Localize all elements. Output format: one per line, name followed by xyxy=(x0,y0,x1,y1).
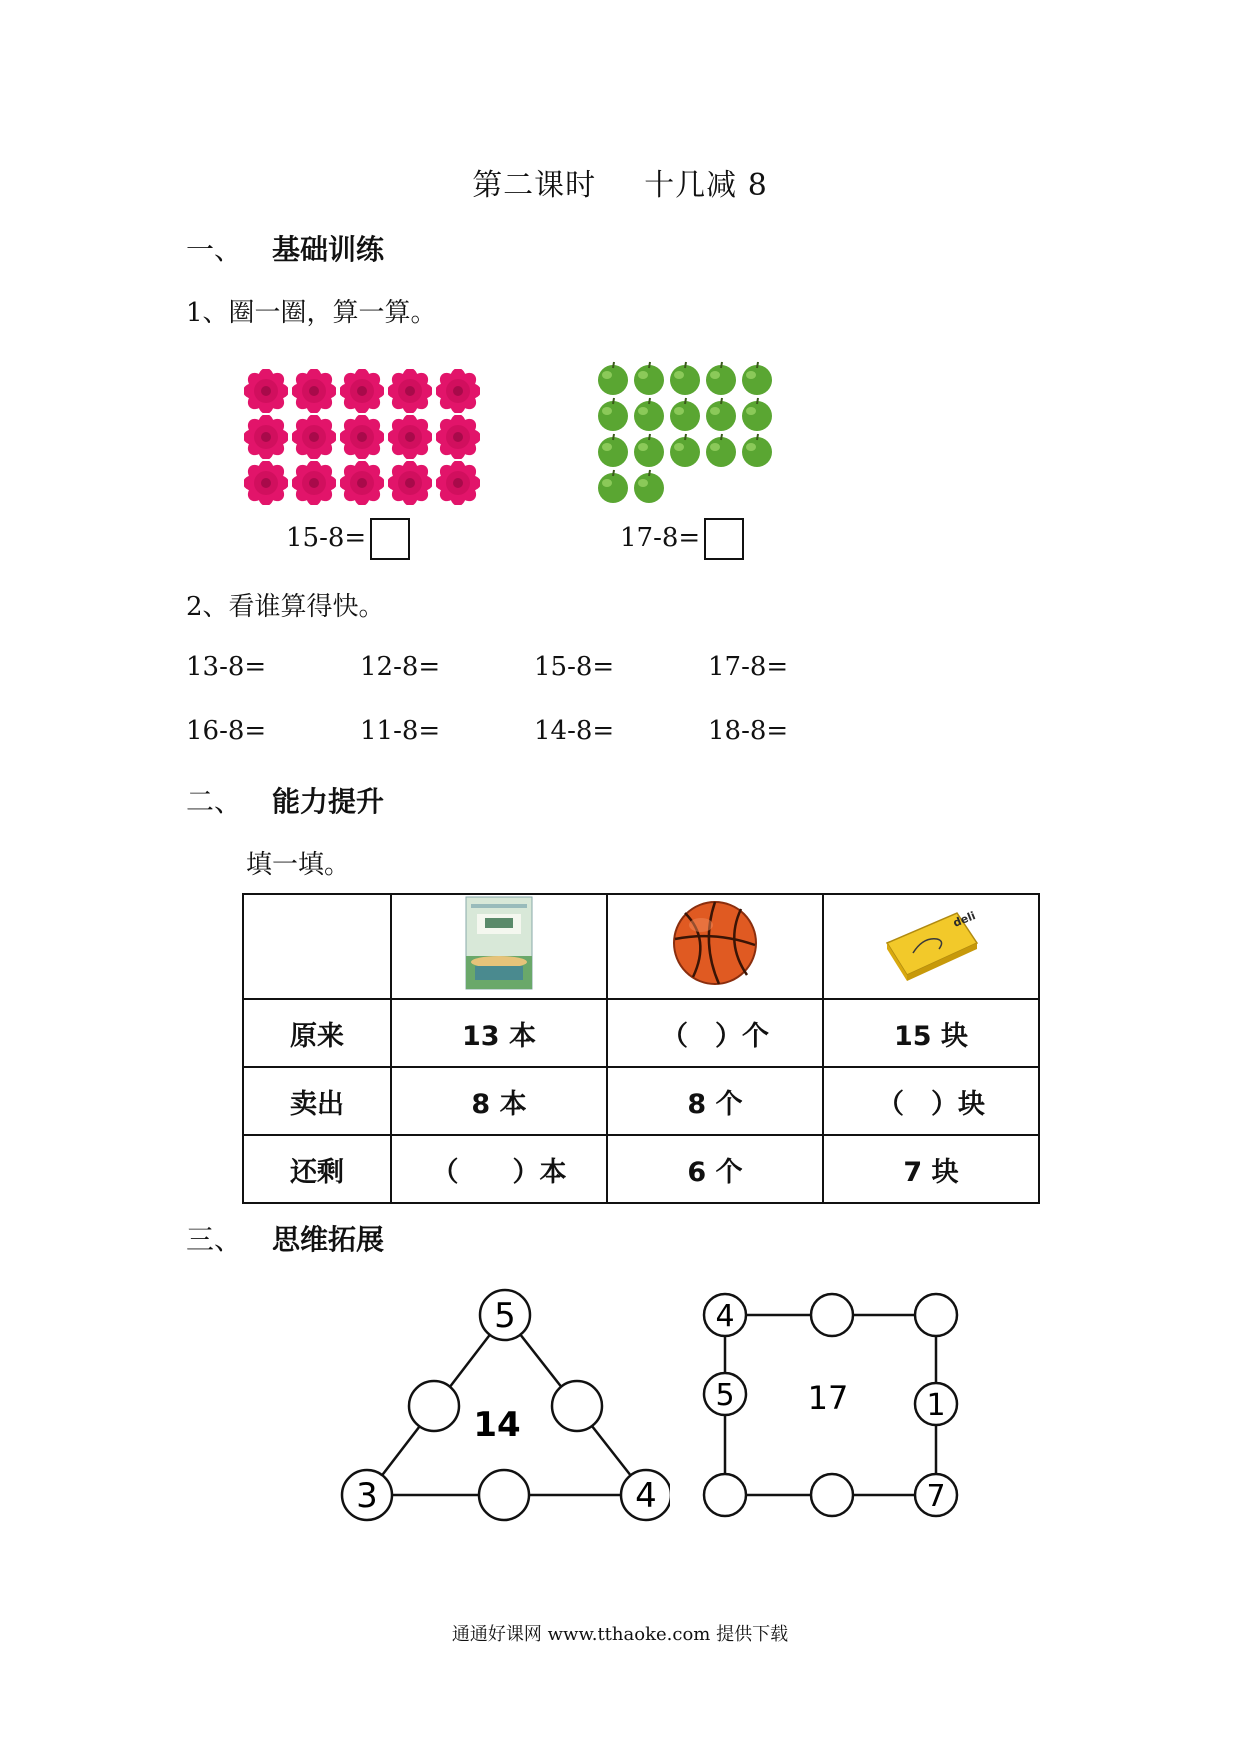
flower-icon xyxy=(290,460,338,506)
section-number: 三、 xyxy=(186,1223,243,1256)
circle-number: 5 xyxy=(494,1296,516,1336)
circle-blank[interactable] xyxy=(704,1474,746,1516)
equation-text: 17-8= xyxy=(620,523,701,553)
eraser-brand: deli xyxy=(951,909,978,930)
item-book xyxy=(391,894,607,999)
page-title xyxy=(0,160,1240,204)
row-label: 卖出 xyxy=(243,1067,391,1135)
apple-icon xyxy=(739,432,775,468)
circle-blank[interactable] xyxy=(552,1381,602,1431)
answer-box[interactable] xyxy=(370,518,410,560)
flower-icon xyxy=(386,414,434,460)
section-label: 能力提升 xyxy=(272,785,385,818)
flower-icon xyxy=(434,460,482,506)
equation-text: 15-8= xyxy=(286,523,367,553)
apple-icon xyxy=(667,360,703,396)
circle-right-mid xyxy=(915,1383,957,1425)
circle-number: 4 xyxy=(715,1299,735,1334)
table-cell: 8 本 xyxy=(391,1067,607,1135)
flower-icon xyxy=(242,460,290,506)
flower-grid xyxy=(242,368,482,506)
apple-icon xyxy=(703,396,739,432)
footer-note: 通通好课网 www.tthaoke.com 提供下载 xyxy=(451,1624,789,1645)
circle-bottom-right xyxy=(621,1470,670,1520)
lesson-topic: 十几减 8 xyxy=(644,168,768,203)
table-cell-blank[interactable]: （ ）块 xyxy=(823,1067,1039,1135)
circle-bottom-left xyxy=(342,1470,392,1520)
table-cell: 15 块 xyxy=(823,999,1039,1067)
book-icon xyxy=(465,896,533,990)
equation-flowers xyxy=(286,518,410,560)
apple-icon xyxy=(667,396,703,432)
flower-icon xyxy=(434,414,482,460)
circle-number: 3 xyxy=(356,1476,378,1516)
calc-item: 12-8= xyxy=(360,652,441,682)
circle-top xyxy=(480,1290,530,1340)
table-cell: 6 个 xyxy=(607,1135,823,1203)
apple-icon xyxy=(703,432,739,468)
apple-icon xyxy=(595,432,631,468)
answer-box[interactable] xyxy=(704,518,744,560)
flower-icon xyxy=(242,414,290,460)
question-1: 1、圈一圈，算一算。 xyxy=(186,298,437,328)
apple-grid xyxy=(595,360,775,504)
flower-icon xyxy=(386,368,434,414)
apple-icon xyxy=(595,396,631,432)
apple-icon xyxy=(595,468,631,504)
item-eraser xyxy=(823,894,1039,999)
table-cell: 7 块 xyxy=(823,1135,1039,1203)
apple-icon xyxy=(631,360,667,396)
flower-icon xyxy=(434,368,482,414)
section-heading-thinking xyxy=(186,1218,384,1258)
apple-icon xyxy=(667,432,703,468)
flower-icon xyxy=(242,368,290,414)
item-basketball xyxy=(607,894,823,999)
circle-number: 1 xyxy=(926,1388,946,1423)
section-heading-basic xyxy=(186,228,384,268)
flower-icon xyxy=(386,460,434,506)
flower-icon xyxy=(338,368,386,414)
table-corner xyxy=(243,894,391,999)
circle-number: 4 xyxy=(635,1476,657,1516)
calc-item: 18-8= xyxy=(708,716,789,746)
circle-number: 7 xyxy=(926,1479,946,1514)
calc-item: 13-8= xyxy=(186,652,267,682)
calc-item: 15-8= xyxy=(534,652,615,682)
circle-blank[interactable] xyxy=(811,1474,853,1516)
calc-item: 16-8= xyxy=(186,716,267,746)
triangle-sum: 14 xyxy=(473,1405,521,1445)
circle-blank[interactable] xyxy=(811,1294,853,1336)
row-label: 原来 xyxy=(243,999,391,1067)
section-label: 基础训练 xyxy=(272,233,385,266)
apple-icon xyxy=(703,360,739,396)
square-puzzle xyxy=(690,1275,980,1535)
circle-number: 5 xyxy=(715,1378,735,1413)
flower-icon xyxy=(290,414,338,460)
section-number: 一、 xyxy=(186,233,243,266)
table-cell-blank[interactable]: （ ）本 xyxy=(391,1135,607,1203)
circle-left-mid xyxy=(704,1373,746,1415)
fill-table xyxy=(242,893,1040,1204)
square-sum: 17 xyxy=(807,1379,849,1417)
basketball-icon xyxy=(671,899,759,987)
eraser-icon xyxy=(879,903,983,983)
table-cell-blank[interactable]: （ ）个 xyxy=(607,999,823,1067)
flower-icon xyxy=(290,368,338,414)
calc-item: 17-8= xyxy=(708,652,789,682)
lesson-label: 第二课时 xyxy=(472,168,597,203)
table-cell: 13 本 xyxy=(391,999,607,1067)
calc-item: 14-8= xyxy=(534,716,615,746)
apple-icon xyxy=(631,396,667,432)
flower-icon xyxy=(338,460,386,506)
triangle-puzzle xyxy=(330,1275,670,1535)
circle-blank[interactable] xyxy=(479,1470,529,1520)
question-fill: 填一填。 xyxy=(246,850,351,880)
circle-blank[interactable] xyxy=(915,1294,957,1336)
equation-apples xyxy=(620,518,744,560)
section-heading-ability xyxy=(186,780,384,820)
apple-icon xyxy=(739,396,775,432)
flower-icon xyxy=(338,414,386,460)
calc-item: 11-8= xyxy=(360,716,441,746)
apple-icon xyxy=(739,360,775,396)
apple-icon xyxy=(595,360,631,396)
section-number: 二、 xyxy=(186,785,243,818)
question-2: 2、看谁算得快。 xyxy=(186,592,385,622)
circle-blank[interactable] xyxy=(409,1381,459,1431)
section-label: 思维拓展 xyxy=(272,1223,385,1256)
table-cell: 8 个 xyxy=(607,1067,823,1135)
apple-icon xyxy=(631,468,667,504)
row-label: 还剩 xyxy=(243,1135,391,1203)
circle-bottom-right xyxy=(915,1474,957,1516)
apple-icon xyxy=(631,432,667,468)
circle-top-left xyxy=(704,1294,746,1336)
